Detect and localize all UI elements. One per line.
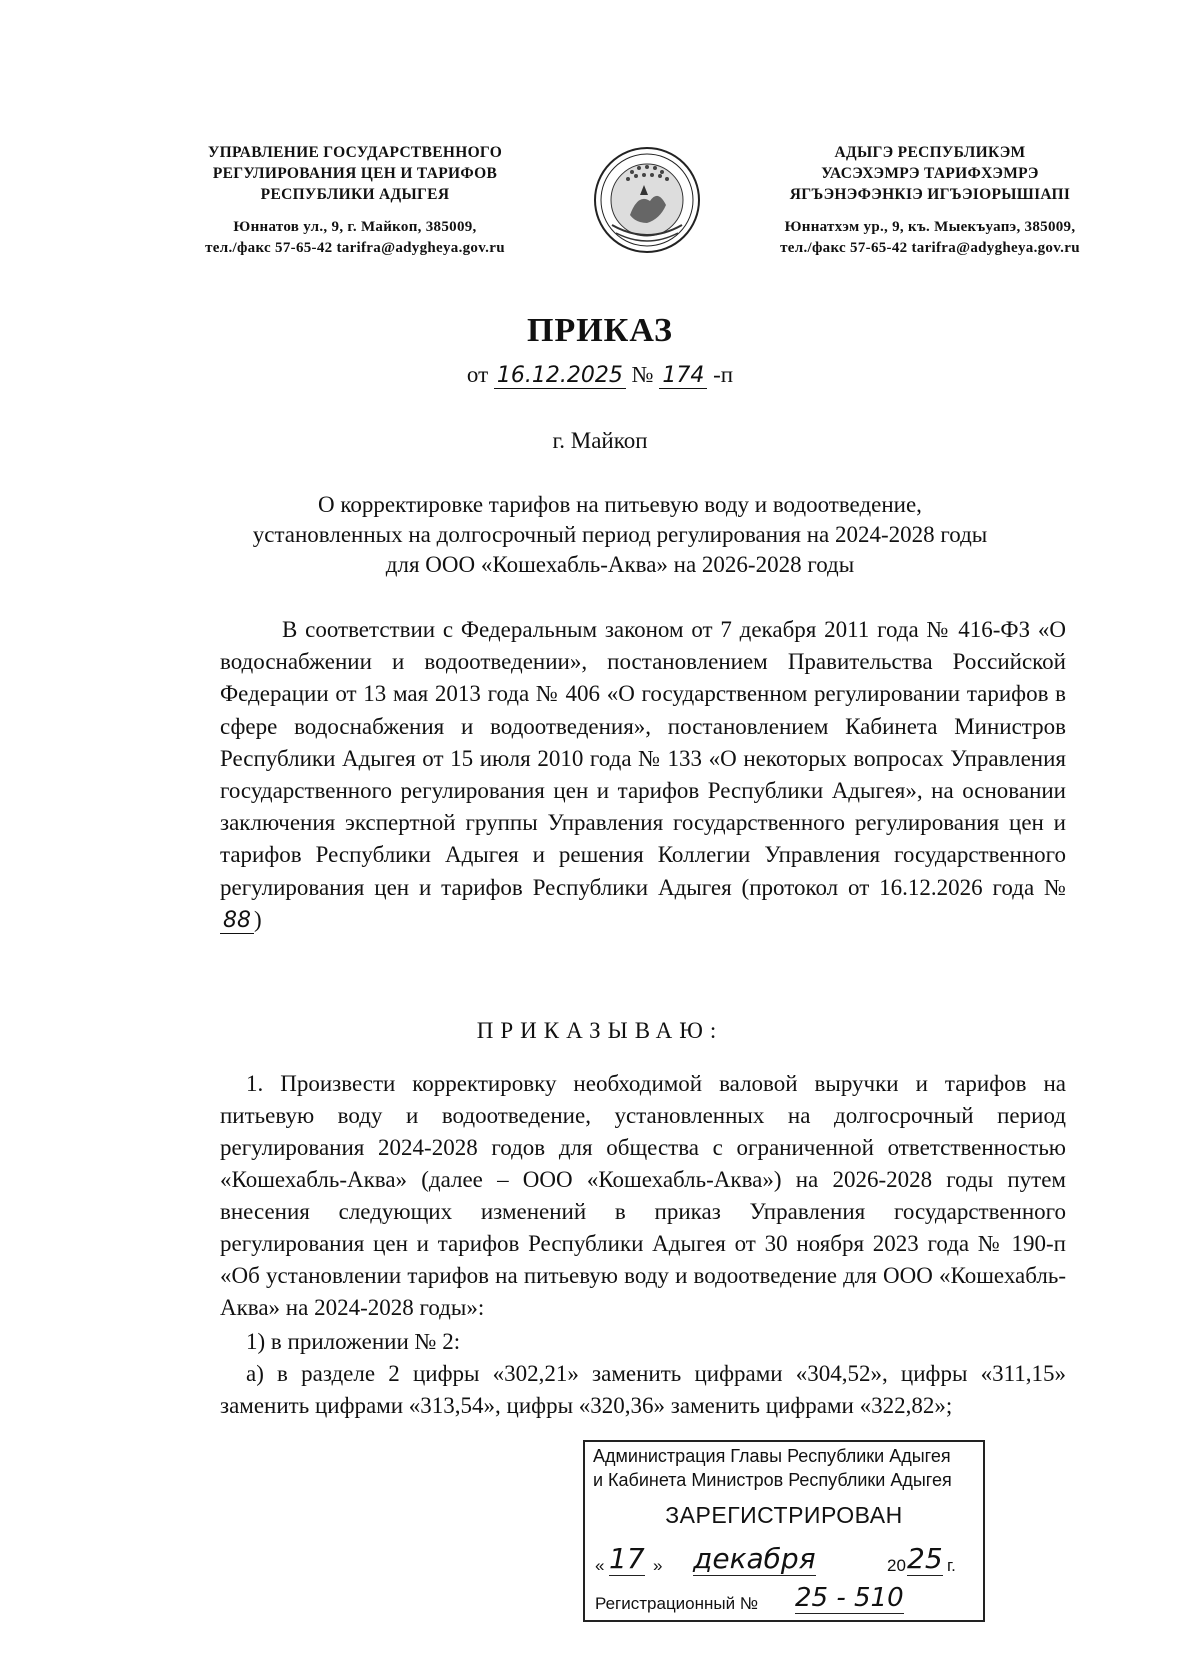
- org-contact-line: тел./факс 57-65-42 tarifra@adygheya.gov.ru: [205, 240, 505, 256]
- stamp-quote-close: »: [653, 1556, 663, 1575]
- preamble-text: В соответствии с Федеральным законом от 7 декабря 2011 года № 416-ФЗ «О водоснабжении и водоотведении», постановлением Правительства Российской Федерации от 13 мая 2013 года № 406 «О государственном регулировании тарифов в сфере водоснабжения и водоотведения», постановлением Кабинета Министров Республики Адыгея от 15 июля 2010 года № 133 «О некоторых вопросах Управления государственного регулирования цен и тарифов Республики Адыгея», на основании заключения экспертной группы Управления государственного регулирования цен и тарифов Республики Адыгея и решения Коллегии Управления государственного регулирования цен и тарифов Республики Адыгея (протокол от 16.12.2026 года №: [220, 617, 1066, 900]
- stamp-registered-label: ЗАРЕГИСТРИРОВАН: [665, 1502, 903, 1528]
- date-prefix: от: [466, 362, 489, 387]
- number-sign: №: [631, 362, 654, 387]
- org-name-adyghe-line-2: УАСЭХЭМРЭ ТАРИФХЭМРЭ: [821, 165, 1039, 182]
- document-subject: [190, 490, 1050, 580]
- org-name-adyghe-line-1: АДЫГЭ РЕСПУБЛИКЭМ: [834, 144, 1026, 161]
- stamp-registration-row: [595, 1582, 975, 1614]
- org-name-line-1: УПРАВЛЕНИЕ ГОСУДАРСТВЕННОГО: [207, 144, 503, 161]
- document-date-number: [0, 362, 1200, 388]
- handwritten-order-number: 174: [659, 363, 707, 389]
- stamp-handwritten-year: 25: [907, 1542, 943, 1575]
- stamp-year-unit: г.: [947, 1556, 956, 1575]
- stamp-handwritten-registration-number: 25 - 510: [795, 1583, 904, 1613]
- stamp-quote-open: «: [595, 1556, 605, 1575]
- stamp-registration-label: Регистрационный №: [595, 1594, 759, 1613]
- order-word-heading: ПРИКАЗЫВАЮ:: [476, 1018, 724, 1043]
- subject-line-3: для ООО «Кошехабль-Аква» на 2026-2028 годы: [385, 552, 855, 577]
- order-subitem-a: а) в разделе 2 цифры «302,21» заменить цифрами «304,52», цифры «311,15» заменить цифрами «313,54», цифры «320,36» заменить цифрами «322,82»;: [220, 1361, 1066, 1418]
- stamp-authority-line-2: и Кабинета Министров Республики Адыгея: [593, 1470, 952, 1490]
- handwritten-date: 16.12.2025: [494, 363, 626, 389]
- order-subitem-1: 1) в приложении № 2:: [246, 1329, 461, 1354]
- org-name-adyghe-line-3: ЯГЪЭНЭФЭНКIЭ ИГЪЭIОРЫШIАПI: [789, 186, 1071, 203]
- org-address-block: [160, 217, 550, 259]
- org-name-line-3: РЕСПУБЛИКИ АДЫГЕЯ: [260, 186, 450, 203]
- org-name-line-2: РЕГУЛИРОВАНИЯ ЦЕН И ТАРИФОВ: [212, 165, 498, 182]
- handwritten-protocol-number: 88: [220, 908, 254, 934]
- stamp-handwritten-day: 17: [609, 1542, 645, 1575]
- stamp-authority-line-1: Администрация Главы Республики Адыгея: [593, 1446, 951, 1466]
- coat-of-arms-icon: [592, 145, 702, 255]
- preamble-paragraph: [220, 614, 1066, 937]
- preamble-close: ): [254, 906, 262, 932]
- org-address-adyghe-block: [735, 217, 1125, 259]
- org-address-adyghe-line-1: Юннатхэм ур., 9, къ. Мыекъуапэ, 385009,: [784, 219, 1076, 235]
- order-item-1: 1. Произвести корректировку необходимой валовой выручки и тарифов на питьевую воду и водоотведение, установленных на долгосрочный период регулирования 2024-2028 годов для общества с ограниченной ответственностью «Кошехабль-Аква» (далее – ООО «Кошехабль-Аква») на 2026-2028 годы путем внесения следующих изменений в приказ Управления государственного регулирования цен и тарифов Республики Адыгея от 30 ноября 2023 года № 190-п «Об установлении тарифов на питьевую воду и водоотведение для ООО «Кошехабль-Аква» на 2024-2028 годы»:: [220, 1071, 1066, 1320]
- registration-stamp: [583, 1440, 985, 1622]
- stamp-year-prefix: 20: [887, 1556, 906, 1575]
- subject-line-2: установленных на долгосрочный период регулирования на 2024-2028 годы: [252, 522, 988, 547]
- document-title: ПРИКАЗ: [527, 312, 673, 349]
- org-address-line-1: Юннатов ул., 9, г. Майкоп, 385009,: [233, 219, 477, 235]
- org-contact-adyghe-line: тел./факс 57-65-42 tarifra@adygheya.gov.ru: [780, 240, 1080, 256]
- number-suffix: -п: [713, 362, 734, 387]
- document-city: г. Майкоп: [552, 428, 648, 453]
- header-right-organization: [735, 142, 1125, 259]
- subject-line-1: О корректировке тарифов на питьевую воду и водоотведение,: [318, 492, 922, 517]
- stamp-handwritten-month: декабря: [693, 1542, 816, 1575]
- stamp-date-row: [595, 1542, 975, 1576]
- header-left-organization: [160, 142, 550, 259]
